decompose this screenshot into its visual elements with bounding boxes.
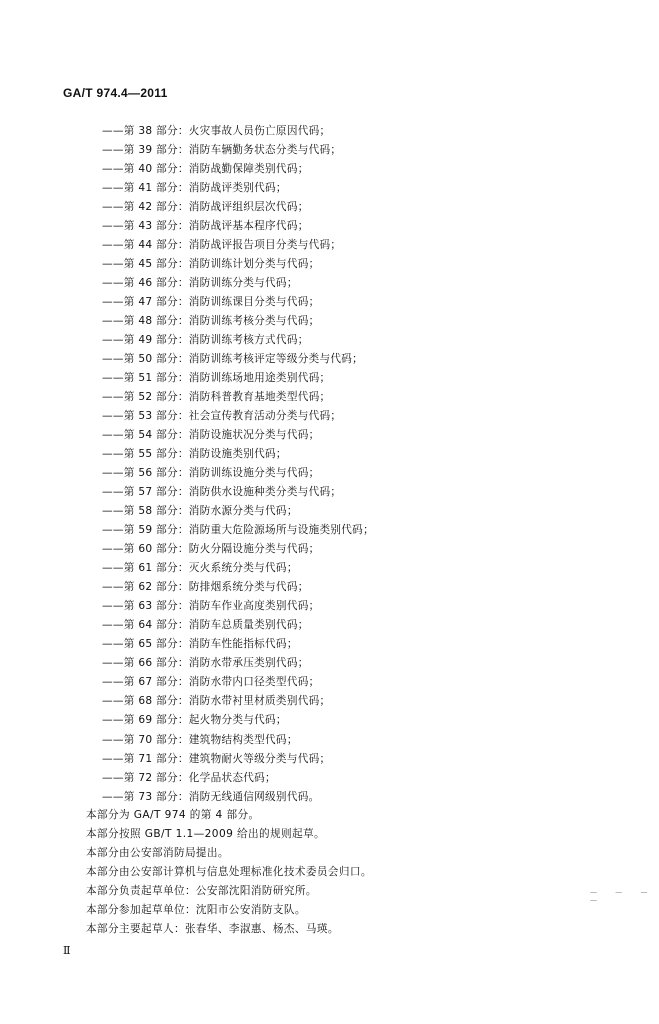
paragraph: 本部分按照 GB/T 1.1—2009 给出的规则起草。: [86, 828, 325, 840]
list-item: ——第 41 部分：消防战评类别代码；: [102, 182, 287, 195]
paragraph: 本部分由公安部计算机与信息处理标准化技术委员会归口。: [86, 866, 372, 878]
list-item: ——第 71 部分：建筑物耐火等级分类与代码；: [102, 752, 331, 765]
list-item: ——第 45 部分：消防训练计划分类与代码；: [102, 258, 320, 271]
list-item: ——第 64 部分：消防车总质量类别代码；: [102, 619, 309, 632]
list-item: ——第 47 部分：消防训练课目分类与代码；: [102, 296, 320, 309]
list-item: ——第 43 部分：消防战评基本程序代码；: [102, 220, 309, 233]
list-item: ——第 61 部分：灭火系统分类与代码；: [102, 562, 298, 575]
list-item: ——第 63 部分：消防车作业高度类别代码；: [102, 600, 320, 613]
list-item: ——第 51 部分：消防训练场地用途类别代码；: [102, 372, 331, 385]
list-item: ——第 39 部分：消防车辆勤务状态分类与代码；: [102, 144, 342, 157]
list-item: ——第 73 部分：消防无线通信网级别代码。: [102, 790, 320, 803]
list-item: ——第 65 部分：消防车性能指标代码；: [102, 638, 298, 651]
list-item: ——第 69 部分：起火物分类与代码；: [102, 714, 287, 727]
list-item: ——第 57 部分：消防供水设施种类分类与代码；: [102, 486, 342, 499]
list-item: ——第 66 部分：消防水带承压类别代码；: [102, 657, 309, 670]
list-item: ——第 44 部分：消防战评报告项目分类与代码；: [102, 239, 342, 252]
list-item: ——第 68 部分：消防水带衬里材质类别代码；: [102, 695, 331, 708]
list-item: ——第 50 部分：消防训练考核评定等级分类与代码；: [102, 353, 364, 366]
list-item: ——第 52 部分：消防科普教育基地类型代码；: [102, 391, 331, 404]
list-item: ——第 60 部分：防火分隔设施分类与代码；: [102, 543, 320, 556]
paragraph: 本部分负责起草单位：公安部沈阳消防研究所。: [86, 885, 317, 897]
list-item: ——第 42 部分：消防战评组织层次代码；: [102, 201, 309, 214]
list-item: ——第 40 部分：消防战勤保障类别代码；: [102, 163, 309, 176]
list-item: ——第 48 部分：消防训练考核分类与代码；: [102, 315, 320, 328]
list-item: ——第 62 部分：防排烟系统分类与代码；: [102, 581, 309, 594]
list-item: ——第 53 部分：社会宣传教育活动分类与代码；: [102, 410, 342, 423]
list-item: ——第 58 部分：消防水源分类与代码；: [102, 505, 298, 518]
parts-list: [102, 122, 374, 807]
list-item: ——第 46 部分：消防训练分类与代码；: [102, 277, 298, 290]
paragraph: 本部分由公安部消防局提出。: [86, 847, 229, 859]
standard-code-header: GA/T 974.4—2011: [63, 86, 168, 100]
list-item: ——第 72 部分：化学品状态代码；: [102, 771, 276, 784]
list-item: ——第 59 部分：消防重大危险源场所与设施类别代码；: [102, 524, 374, 537]
list-item: ——第 49 部分：消防训练考核方式代码；: [102, 334, 309, 347]
paragraph: 本部分为 GA/T 974 的第 4 部分。: [86, 809, 260, 821]
paragraph: 本部分参加起草单位：沈阳市公安消防支队。: [86, 904, 306, 916]
paragraph: 本部分主要起草人：张春华、李淑惠、杨杰、马瑛。: [86, 923, 339, 935]
list-item: ——第 54 部分：消防设施状况分类与代码；: [102, 429, 320, 442]
list-item: ——第 38 部分：火灾事故人员伤亡原因代码；: [102, 125, 331, 137]
list-item: ——第 55 部分：消防设施类别代码；: [102, 448, 287, 461]
list-item: ——第 70 部分：建筑物结构类型代码；: [102, 733, 298, 746]
stray-scan-marks: — — — —: [590, 888, 656, 904]
list-item: ——第 67 部分：消防水带内口径类型代码；: [102, 676, 320, 689]
foreword-paragraphs: [86, 806, 372, 939]
list-item: ——第 56 部分：消防训练设施分类与代码；: [102, 467, 320, 480]
page-number: Ⅱ: [63, 944, 71, 957]
